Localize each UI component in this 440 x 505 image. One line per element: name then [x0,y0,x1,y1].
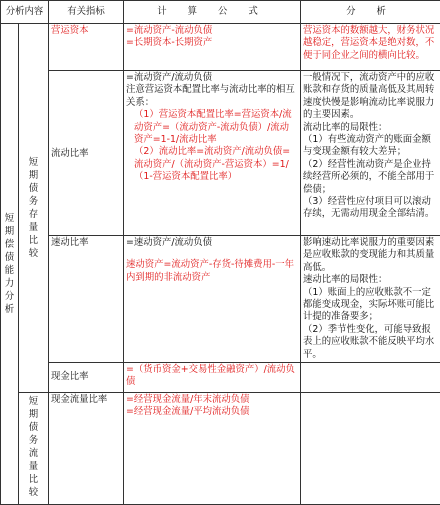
header-formula: 计 算 公 式 [124,1,301,24]
analysis-cash-flow-ratio [301,393,440,505]
header-row [1,1,440,24]
formula-quick-ratio [124,236,301,363]
formula-current-ratio-item2: （2）流动比率=流动资产/流动负债=流动资产/（流动资产-营运资本）=1/（1-营运资本配置比率） [126,146,298,183]
indicator-current-ratio: 流动比率 [49,71,124,236]
analysis-quick-ratio-2: 速动比率的局限性： [303,274,438,286]
sub-label-flow-text: 短期债务流量比较 [28,395,40,499]
formula-current-ratio-1: =流动资产/流动负债 [126,72,298,84]
formula-working-capital [124,24,301,71]
header-analysis-content: 分析内容 [1,1,49,24]
group-label-short-term-solvency [1,24,19,505]
row-cash-ratio [1,363,440,393]
indicator-quick-ratio: 速动比率 [49,236,124,363]
indicator-cash-flow-ratio: 现金流量比率 [49,393,124,505]
header-analysis: 分 析 [301,1,440,24]
analysis-quick-ratio-3: （1）账面上的应收账款不一定都能变成现金，实际坏账可能比计提的准备要多； [303,287,438,324]
row-cash-flow-ratio [1,393,440,505]
analysis-current-ratio-2: 流动比率的局限性： [303,122,438,134]
formula-cash-flow-ratio-1: =经营现金流量/年末流动负债 [126,394,298,406]
formula-cash-flow-ratio [124,393,301,505]
row-current-ratio [1,71,440,236]
header-indicator: 有关指标 [49,1,124,24]
formula-cash-ratio: =（货币资金+交易性金融资产）/流动负债 [124,363,301,393]
formula-current-ratio [124,71,301,236]
analysis-working-capital: 营运资本的数额越大，财务状况越稳定，营运资本是绝对数，不便于同企业之间的横向比较。 [301,24,440,71]
analysis-current-ratio-5: （3）经营性应付项目可以滚动存续，无需动用现金全部结清。 [303,196,438,221]
formula-quick-ratio-1: =速动资产/流动负债 [126,237,298,249]
group-label-text: 短期偿债能力分析 [4,212,16,316]
analysis-current-ratio-4: （2）经营性流动资产是企业持续经营所必须的，不能全部用于偿债； [303,159,438,196]
analysis-current-ratio [301,71,440,236]
sub-label-static [19,24,49,393]
formula-quick-ratio-2: 速动资产=流动资产-存货-待摊费用-一年内到期的非流动资产 [126,259,298,284]
indicator-cash-ratio: 现金比率 [49,363,124,393]
sub-label-static-text: 短期债务存量比较 [28,156,40,260]
row-working-capital [1,24,440,71]
analysis-quick-ratio [301,236,440,363]
analysis-current-ratio-1: 一般情况下，流动资产中的应收账款和存货的质量高低及其周转速度快慢是影响流动比率说服力的主要因素。 [303,72,438,122]
indicator-working-capital: 营运资本 [49,24,124,71]
row-quick-ratio [1,236,440,363]
formula-working-capital-2: =长期资本-长期资产 [126,37,298,49]
formula-cash-flow-ratio-2: =经营现金流量/平均流动负债 [126,406,298,418]
analysis-current-ratio-3: （1）有些流动资产的账面金额与变现金额有较大差异； [303,134,438,159]
sub-label-flow [19,393,49,505]
formula-current-ratio-note: 注意营运资本配置比率与流动比率的相互关系： [126,84,298,109]
analysis-quick-ratio-1: 影响速动比率说服力的重要因素是应收账款的变现能力和其质量高低。 [303,237,438,274]
analysis-quick-ratio-4: （2）季节性变化，可能导致报表上的应收账款不能反映平均水平。 [303,324,438,361]
analysis-cash-ratio [301,363,440,393]
formula-current-ratio-item1: （1）营运资本配置比率=营运资本/流动资产=（流动资产-流动负债）/流动资产=1-1/流动比率 [126,109,298,146]
formula-working-capital-1: =流动资产-流动负债 [126,25,298,37]
